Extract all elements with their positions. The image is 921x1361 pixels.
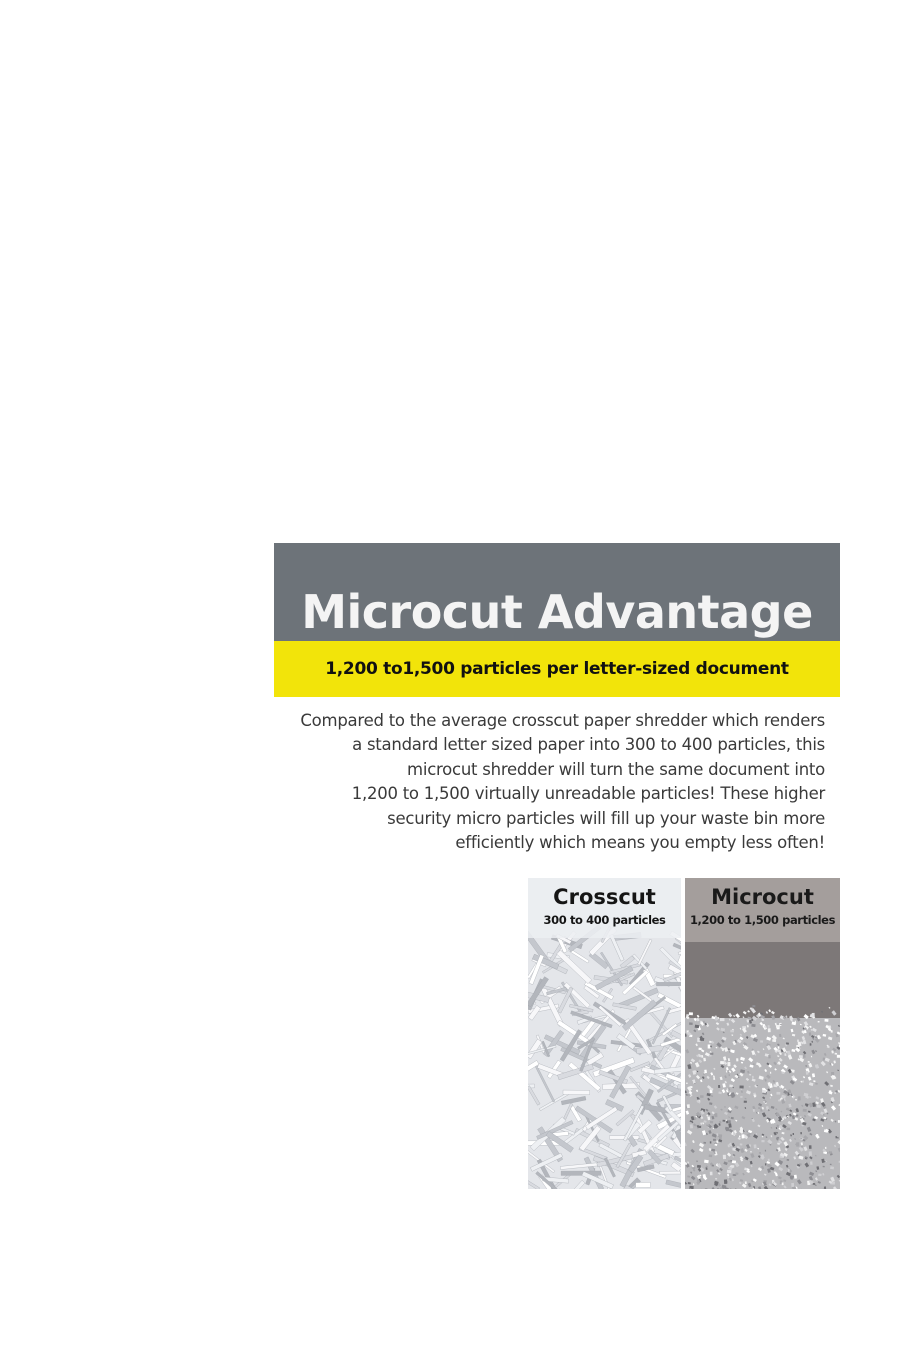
description-line: a standard letter sized paper into 300 to 400 particles, this xyxy=(352,735,825,755)
description-line: 1,200 to 1,500 virtually unreadable particles! These higher xyxy=(351,784,825,804)
microcut-panel xyxy=(685,878,840,1189)
description-line: security micro particles will fill up your waste bin more xyxy=(387,808,825,828)
crosscut-heading: Crosscut xyxy=(553,885,656,909)
microcut-particle-count: 1,200 to 1,500 particles xyxy=(689,913,836,927)
microcut-heading: Microcut xyxy=(711,885,814,909)
description-line: efficiently which means you empty less often! xyxy=(455,833,825,853)
subtitle-text: 1,200 to1,500 particles per letter-sized document xyxy=(325,659,789,679)
page-title: Microcut Advantage xyxy=(301,585,813,639)
description-paragraph xyxy=(270,709,825,855)
title-banner xyxy=(274,543,840,641)
crosscut-particle-count: 300 to 400 particles xyxy=(543,913,666,927)
description-line: microcut shredder will turn the same document into xyxy=(407,759,825,779)
description-line: Compared to the average crosscut paper shredder which renders xyxy=(300,711,825,730)
crosscut-panel xyxy=(528,878,681,1189)
subtitle-banner xyxy=(274,641,840,697)
